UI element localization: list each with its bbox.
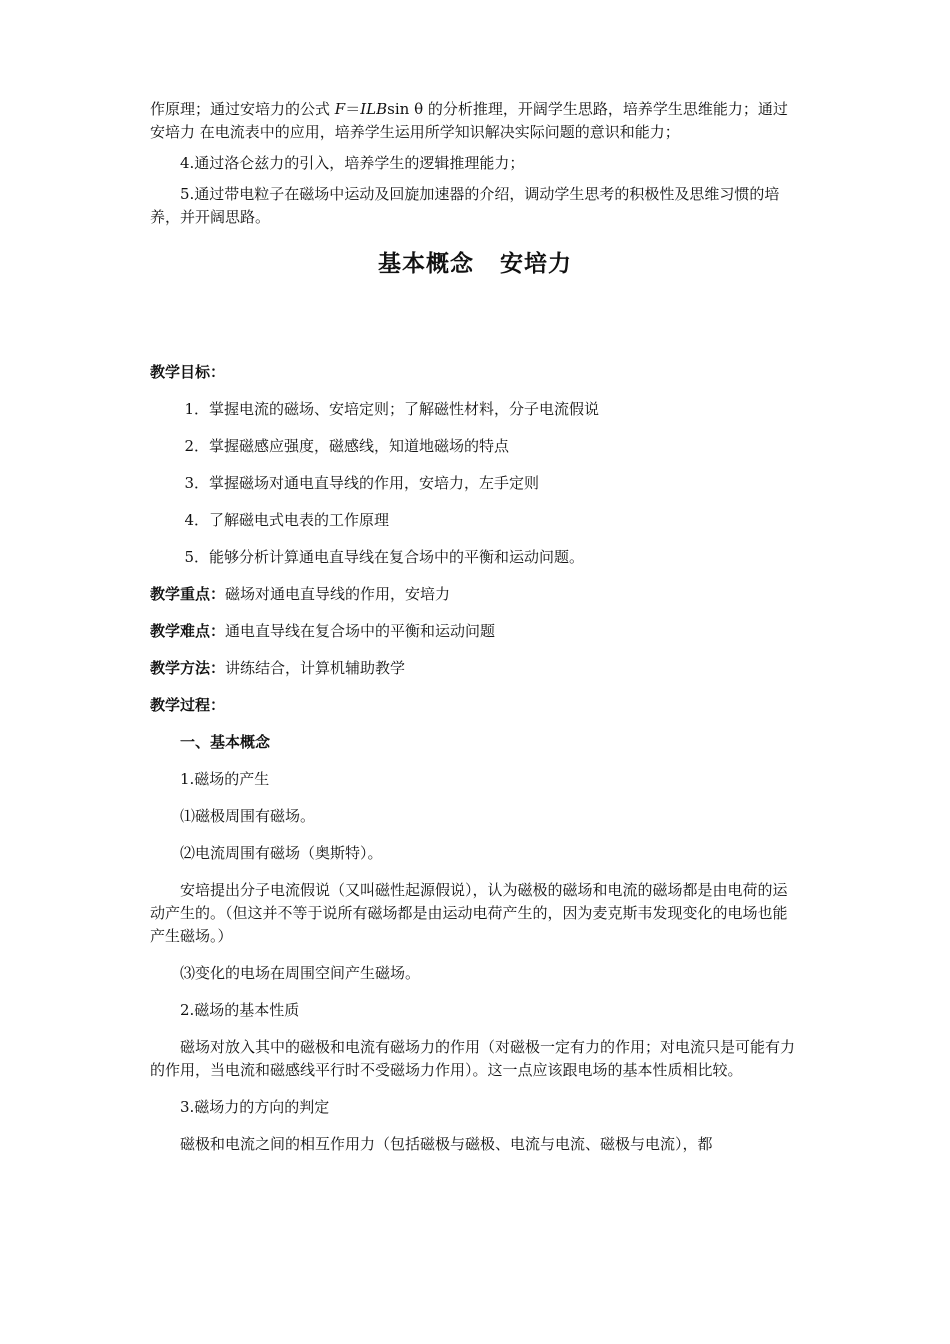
section1-p3: ⑶变化的电场在周围空间产生磁场。 [180, 964, 421, 982]
intro-item-5: 5.通过带电粒子在磁场中运动及回旋加速器的介绍，调动学生思考的积极性及思维习惯的培养，并开阔思路。 [150, 185, 780, 226]
difficulty [150, 620, 800, 643]
formula-ILB: ILB [360, 100, 388, 118]
formula-equals: ＝ [345, 100, 361, 118]
title-part-1: 基本概念 [378, 251, 474, 277]
section1-p2: ⑵电流周围有磁场（奥斯特）。 [180, 844, 383, 862]
objective-item-5: 5．能够分析计算通电直导线在复合场中的平衡和运动问题。 [184, 548, 585, 566]
difficulty-label: 教学难点： [150, 622, 226, 640]
method-text: 讲练结合，计算机辅助教学 [225, 659, 406, 677]
section1-sub1: 1.磁场的产生 [180, 770, 270, 788]
key-point-label: 教学重点： [150, 585, 226, 603]
section1-sub2: 2.磁场的基本性质 [180, 1001, 300, 1019]
method-label: 教学方法： [150, 659, 226, 677]
document-page [150, 98, 800, 1156]
title-part-2: 安培力 [500, 251, 572, 277]
objectives-label: 教学目标： [150, 363, 226, 381]
section1-para2: 磁场对放入其中的磁极和电流有磁场力的作用（对磁极一定有力的作用；对电流只是可能有力的作用，当电流和磁感线平行时不受磁场力作用）。这一点应该跟电场的基本性质相比较。 [150, 1038, 796, 1079]
key-point-text: 磁场对通电直导线的作用，安培力 [225, 585, 451, 603]
intro-paragraph [150, 98, 800, 144]
section1-sub3: 3.磁场力的方向的判定 [180, 1098, 330, 1116]
process-label: 教学过程： [150, 696, 226, 714]
intro-text-a: 作原理；通过安培力的公式 [150, 100, 335, 118]
difficulty-text: 通电直导线在复合场中的平衡和运动问题 [225, 622, 496, 640]
objective-item-4: 4．了解磁电式电表的工作原理 [184, 511, 390, 529]
formula-sin: sin θ [387, 100, 424, 118]
section1-para1: 安培提出分子电流假说（又叫磁性起源假说），认为磁极的磁场和电流的磁场都是由电荷的运动产生的。（但这并不等于说所有磁场都是由运动电荷产生的，因为麦克斯韦发现变化的电场也能产生磁场。） [150, 881, 788, 945]
key-point [150, 583, 800, 606]
formula-F: F [334, 100, 346, 118]
teaching-method [150, 657, 800, 680]
objective-item-3: 3．掌握磁场对通电直导线的作用，安培力，左手定则 [184, 474, 540, 492]
intro-item-4: 4.通过洛仑兹力的引入，培养学生的逻辑推理能力； [180, 154, 525, 172]
section-title [150, 249, 800, 279]
section1-heading: 一、基本概念 [180, 733, 271, 751]
objective-item-2: 2．掌握磁感应强度，磁感线，知道地磁场的特点 [184, 437, 510, 455]
section1-para3: 磁极和电流之间的相互作用力（包括磁极与磁极、电流与电流、磁极与电流），都 [180, 1135, 713, 1153]
section1-p1: ⑴磁极周围有磁场。 [180, 807, 316, 825]
objective-item-1: 1．掌握电流的磁场、安培定则；了解磁性材料，分子电流假说 [184, 400, 600, 418]
ampere-force-formula [335, 100, 423, 118]
intro-text-b: 的分析推理，开阔学生思路，培养学生思维能力；通过安培力 在电流表中的应用，培养学生运用所学知识解决实际问题的意识和能力； [150, 100, 788, 141]
